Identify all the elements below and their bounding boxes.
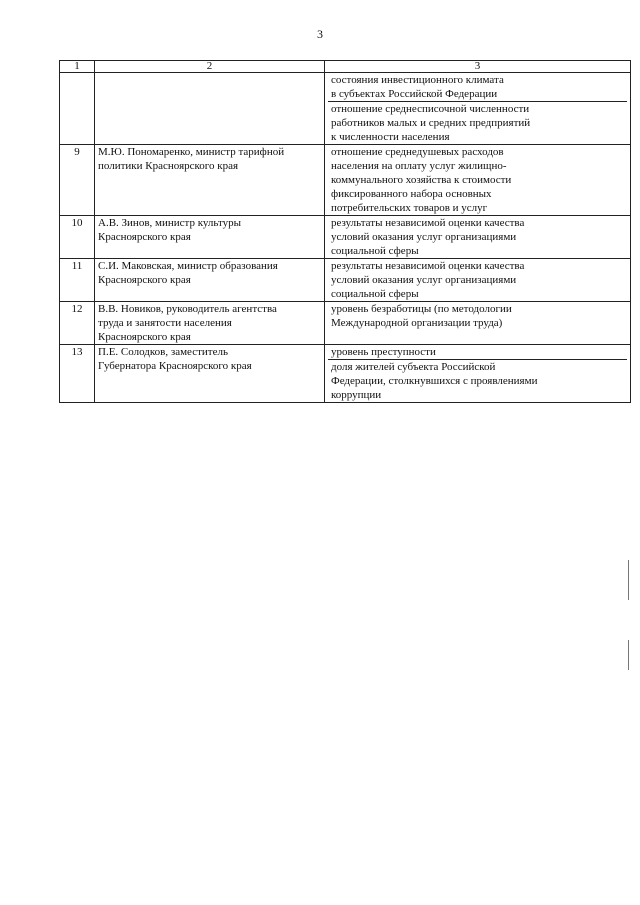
indicator-line: населения на оплату услуг жилищно- [331,160,507,172]
table-body [60,73,631,403]
indicator [328,216,627,258]
person-line: Красноярского края [98,274,191,286]
indicators-table [59,60,631,403]
row-number: 12 [60,302,95,345]
indicator-line: работников малых и средних предприятий [331,117,531,129]
indicator-line: Федерации, столкнувшихся с проявлениями [331,375,538,387]
table-header-row [60,61,631,73]
indicator-cell [325,73,631,145]
indicator-line: социальной сферы [331,288,419,300]
indicator-line: результаты независимой оценки качества [331,217,525,229]
row-number: 9 [60,145,95,216]
indicator-cell [325,302,631,345]
person-line: политики Красноярского края [98,160,239,172]
indicator-line: уровень безработицы (по методологии [331,303,512,315]
indicator-line: отношение среднедушевых расходов [331,146,504,158]
indicator-line: условий оказания услуг организациями [331,231,517,243]
row-number [60,73,95,145]
person-line: С.И. Маковская, министр образования [98,260,278,272]
page-number: 3 [317,27,323,41]
table-row [60,216,631,259]
indicator-line: в субъектах Российской Федерации [331,88,498,100]
indicator-line: результаты независимой оценки качества [331,260,525,272]
person-line: Красноярского края [98,231,191,243]
row-number: 13 [60,345,95,403]
column-header-1: 1 [60,61,95,73]
row-number: 11 [60,259,95,302]
column-header-2: 2 [95,61,325,73]
indicator [328,259,627,301]
indicator [328,345,627,359]
indicator-line: условий оказания услуг организациями [331,274,517,286]
indicator-cell [325,216,631,259]
indicator-cell [325,259,631,302]
indicator-line: коррупции [331,389,382,401]
indicator-line: доля жителей субъекта Российской [331,361,496,373]
person-line: В.В. Новиков, руководитель агентства [98,303,277,315]
indicator-line: уровень преступности [331,346,436,358]
column-header-3: 3 [325,61,631,73]
indicator [328,73,627,101]
indicator-cell [325,145,631,216]
indicator-cell [325,345,631,403]
table-row [60,73,631,145]
indicator-line: состояния инвестиционного климата [331,74,504,86]
responsible-person [95,145,325,216]
responsible-person [95,259,325,302]
responsible-person [95,73,325,145]
indicator [328,101,627,144]
person-line: П.Е. Солодков, заместитель [98,346,228,358]
indicator-line: потребительских товаров и услуг [331,202,488,214]
responsible-person [95,345,325,403]
indicator-line: к численности населения [331,131,450,143]
responsible-person [95,216,325,259]
person-line: труда и занятости населения [98,317,232,329]
row-number: 10 [60,216,95,259]
indicator [328,145,627,215]
indicator-line: фиксированного набора основных [331,188,492,200]
indicator-line: коммунального хозяйства к стоимости [331,174,512,186]
responsible-person [95,302,325,345]
person-line: М.Ю. Пономаренко, министр тарифной [98,146,285,158]
table-row [60,345,631,403]
scan-edge-mark [628,560,629,600]
person-line: Красноярского края [98,331,191,343]
indicator-line: Международной организации труда) [331,317,503,329]
indicator-line: отношение среднесписочной численности [331,103,530,115]
indicator-line: социальной сферы [331,245,419,257]
indicator [328,359,627,402]
indicator [328,302,627,330]
table-row [60,259,631,302]
person-line: А.В. Зинов, министр культуры [98,217,242,229]
person-line: Губернатора Красноярского края [98,360,252,372]
scan-edge-mark [628,640,629,670]
table-row [60,145,631,216]
table-row [60,302,631,345]
